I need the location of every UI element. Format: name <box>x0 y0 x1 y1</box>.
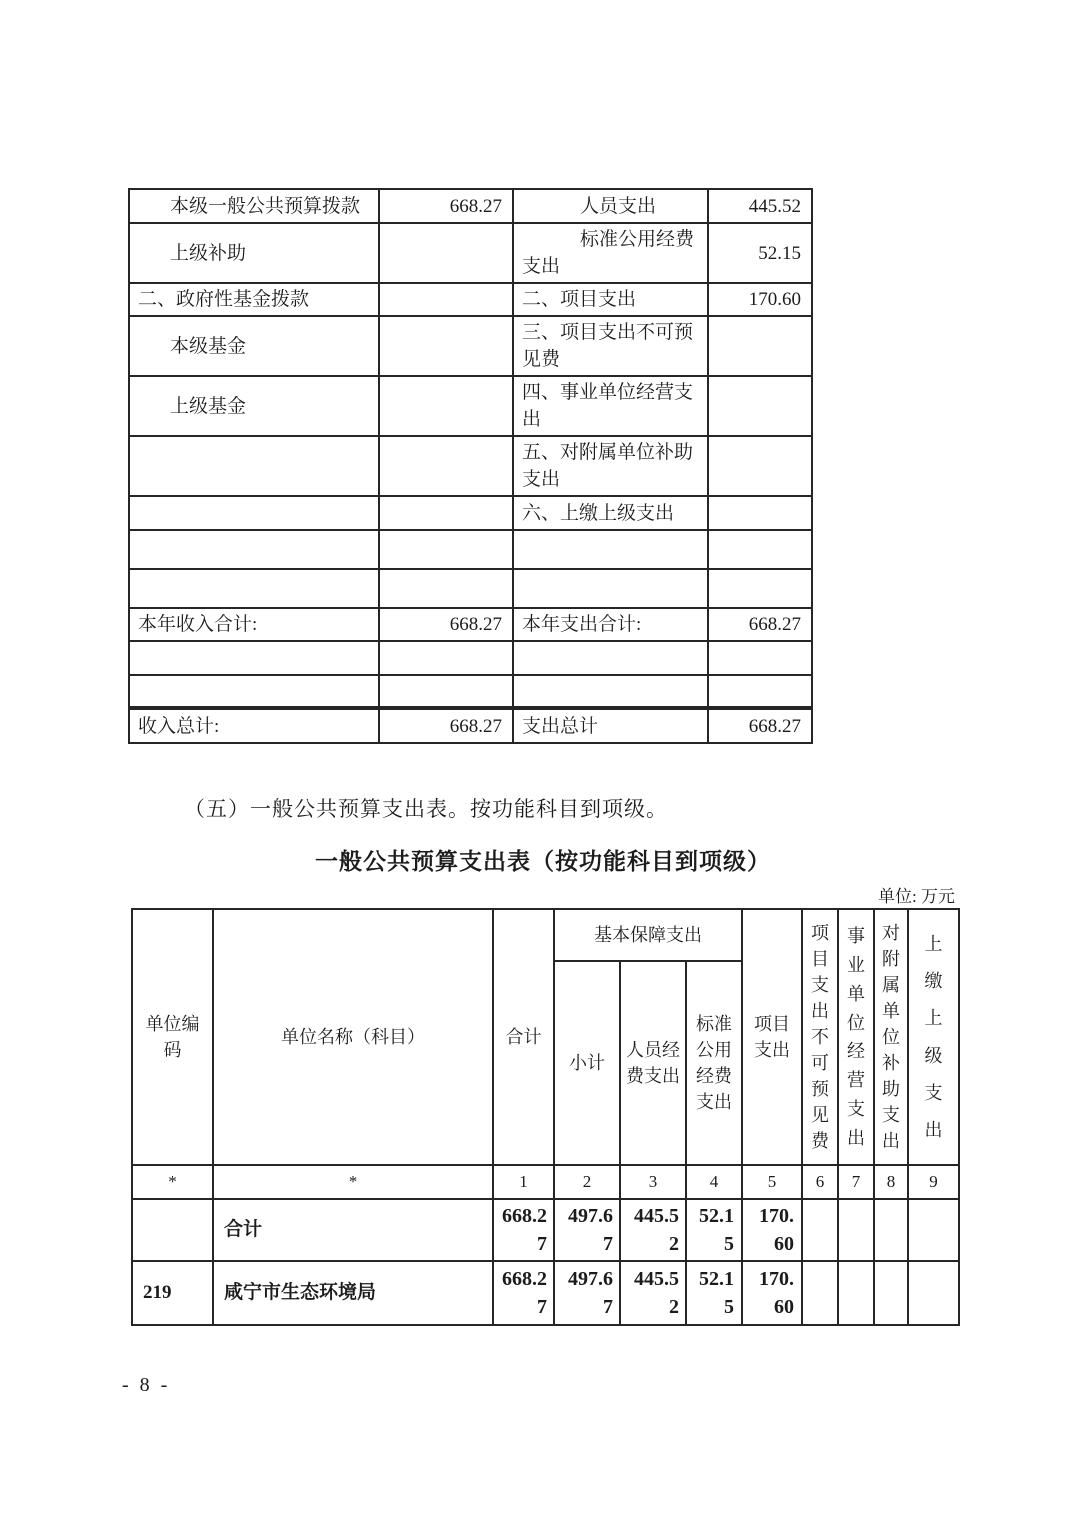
income-label: 本级一般公共预算拨款 <box>129 189 379 223</box>
index-cell: * <box>213 1165 493 1199</box>
project-cell: 170.60 <box>742 1199 802 1261</box>
index-cell: 3 <box>620 1165 686 1199</box>
summary-row <box>129 283 812 316</box>
data-row-total <box>132 1199 959 1261</box>
subsidy-cell <box>874 1261 908 1325</box>
income-label <box>129 530 379 569</box>
unit-code-cell <box>132 1199 213 1261</box>
expense-label <box>513 641 708 675</box>
expense-label: 本年支出合计: <box>513 608 708 641</box>
unit-code-cell: 219 <box>132 1261 213 1325</box>
expense-label <box>513 530 708 569</box>
summary-row <box>129 189 812 223</box>
index-cell: 4 <box>686 1165 742 1199</box>
summary-row-year-total <box>129 608 812 641</box>
data-row-unit <box>132 1261 959 1325</box>
expense-value <box>708 376 812 436</box>
subtotal-cell: 497.67 <box>554 1261 620 1325</box>
header-subsidy-text: 对 附 属 单 位 补 助 支 出 <box>882 923 901 1151</box>
index-cell: 5 <box>742 1165 802 1199</box>
report-title: 一般公共预算支出表（按功能科目到项级） <box>315 848 771 874</box>
expense-value: 445.52 <box>708 189 812 223</box>
expense-label: 支出总计 <box>513 708 708 743</box>
income-label <box>129 641 379 675</box>
expense-label: 二、项目支出 <box>513 283 708 316</box>
header-subsidy <box>874 909 908 1165</box>
unit-label: 单位: 万元 <box>878 887 955 906</box>
index-cell: 6 <box>802 1165 838 1199</box>
expense-value <box>708 569 812 608</box>
header-subtotal: 小计 <box>554 961 620 1165</box>
standard-cell: 52.15 <box>686 1199 742 1261</box>
summary-table-wrapper <box>128 188 813 744</box>
contingency-cell <box>802 1261 838 1325</box>
summary-row-grand-total <box>129 708 812 743</box>
expense-label: 五、对附属单位补助支出 <box>513 436 708 496</box>
summary-row <box>129 376 812 436</box>
income-value: 668.27 <box>379 189 513 223</box>
income-value: 668.27 <box>379 608 513 641</box>
summary-row <box>129 496 812 530</box>
summary-row <box>129 223 812 283</box>
income-value <box>379 436 513 496</box>
income-label: 二、政府性基金拨款 <box>129 283 379 316</box>
income-value <box>379 376 513 436</box>
expense-value <box>708 641 812 675</box>
index-cell: 7 <box>838 1165 874 1199</box>
expense-label: 四、事业单位经营支出 <box>513 376 708 436</box>
expense-label: 标准公用经费支出 <box>513 223 708 283</box>
income-label: 收入总计: <box>129 708 379 743</box>
subtotal-cell: 497.67 <box>554 1199 620 1261</box>
income-value <box>379 641 513 675</box>
project-cell: 170.60 <box>742 1261 802 1325</box>
expense-value <box>708 436 812 496</box>
summary-row <box>129 436 812 496</box>
total-cell: 668.27 <box>493 1199 554 1261</box>
income-label <box>129 675 379 708</box>
income-value <box>379 283 513 316</box>
expense-label: 三、项目支出不可预见费 <box>513 316 708 376</box>
page-number: - 8 - <box>122 1374 171 1396</box>
personnel-cell: 445.52 <box>620 1261 686 1325</box>
header-operation <box>838 909 874 1165</box>
income-label <box>129 436 379 496</box>
expense-value <box>708 675 812 708</box>
header-standard: 标准公用经费支出 <box>686 961 742 1165</box>
expense-label: 六、上缴上级支出 <box>513 496 708 530</box>
header-total: 合计 <box>493 909 554 1165</box>
header-unit-code: 单位编码 <box>132 909 213 1165</box>
subsidy-cell <box>874 1199 908 1261</box>
header-operation-text: 事 业 单 位 经 营 支 出 <box>847 925 866 1148</box>
income-value <box>379 223 513 283</box>
contingency-cell <box>802 1199 838 1261</box>
header-personnel: 人员经费支出 <box>620 961 686 1165</box>
header-contingency-text: 项 目 支 出 不 可 预 见 费 <box>811 923 830 1151</box>
expense-value: 668.27 <box>708 608 812 641</box>
expense-value <box>708 496 812 530</box>
standard-cell: 52.15 <box>686 1261 742 1325</box>
index-cell: 2 <box>554 1165 620 1199</box>
index-cell: * <box>132 1165 213 1199</box>
expense-value: 52.15 <box>708 223 812 283</box>
income-value: 668.27 <box>379 708 513 743</box>
header-upper-text: 上 缴 上 级 支 出 <box>924 934 943 1140</box>
income-value <box>379 316 513 376</box>
header-unit-name: 单位名称（科目） <box>213 909 493 1165</box>
unit-name-cell: 合计 <box>213 1199 493 1261</box>
header-row-top <box>132 909 959 961</box>
operation-cell <box>838 1199 874 1261</box>
header-upper <box>908 909 959 1165</box>
income-value <box>379 569 513 608</box>
summary-row <box>129 641 812 675</box>
upper-cell <box>908 1199 959 1261</box>
income-label: 本年收入合计: <box>129 608 379 641</box>
summary-row <box>129 530 812 569</box>
expense-label <box>513 569 708 608</box>
index-cell: 9 <box>908 1165 959 1199</box>
header-contingency <box>802 909 838 1165</box>
summary-row <box>129 675 812 708</box>
income-value <box>379 530 513 569</box>
expense-value <box>708 530 812 569</box>
income-value <box>379 675 513 708</box>
section-heading: （五）一般公共预算支出表。按功能科目到项级。 <box>184 797 668 821</box>
expense-label <box>513 675 708 708</box>
income-label: 上级补助 <box>129 223 379 283</box>
expenditure-table-wrapper <box>131 908 960 1326</box>
expense-value: 170.60 <box>708 283 812 316</box>
summary-table <box>128 188 813 744</box>
income-label <box>129 569 379 608</box>
upper-cell <box>908 1261 959 1325</box>
index-row <box>132 1165 959 1199</box>
operation-cell <box>838 1261 874 1325</box>
personnel-cell: 445.52 <box>620 1199 686 1261</box>
expense-label: 人员支出 <box>513 189 708 223</box>
expenditure-table <box>131 908 960 1326</box>
index-cell: 8 <box>874 1165 908 1199</box>
unit-name-cell: 咸宁市生态环境局 <box>213 1261 493 1325</box>
income-label: 上级基金 <box>129 376 379 436</box>
header-basic-support: 基本保障支出 <box>554 909 742 961</box>
expense-value <box>708 316 812 376</box>
summary-row <box>129 316 812 376</box>
total-cell: 668.27 <box>493 1261 554 1325</box>
income-label: 本级基金 <box>129 316 379 376</box>
income-value <box>379 496 513 530</box>
index-cell: 1 <box>493 1165 554 1199</box>
summary-row <box>129 569 812 608</box>
header-project: 项目支出 <box>742 909 802 1165</box>
expense-value: 668.27 <box>708 708 812 743</box>
income-label <box>129 496 379 530</box>
